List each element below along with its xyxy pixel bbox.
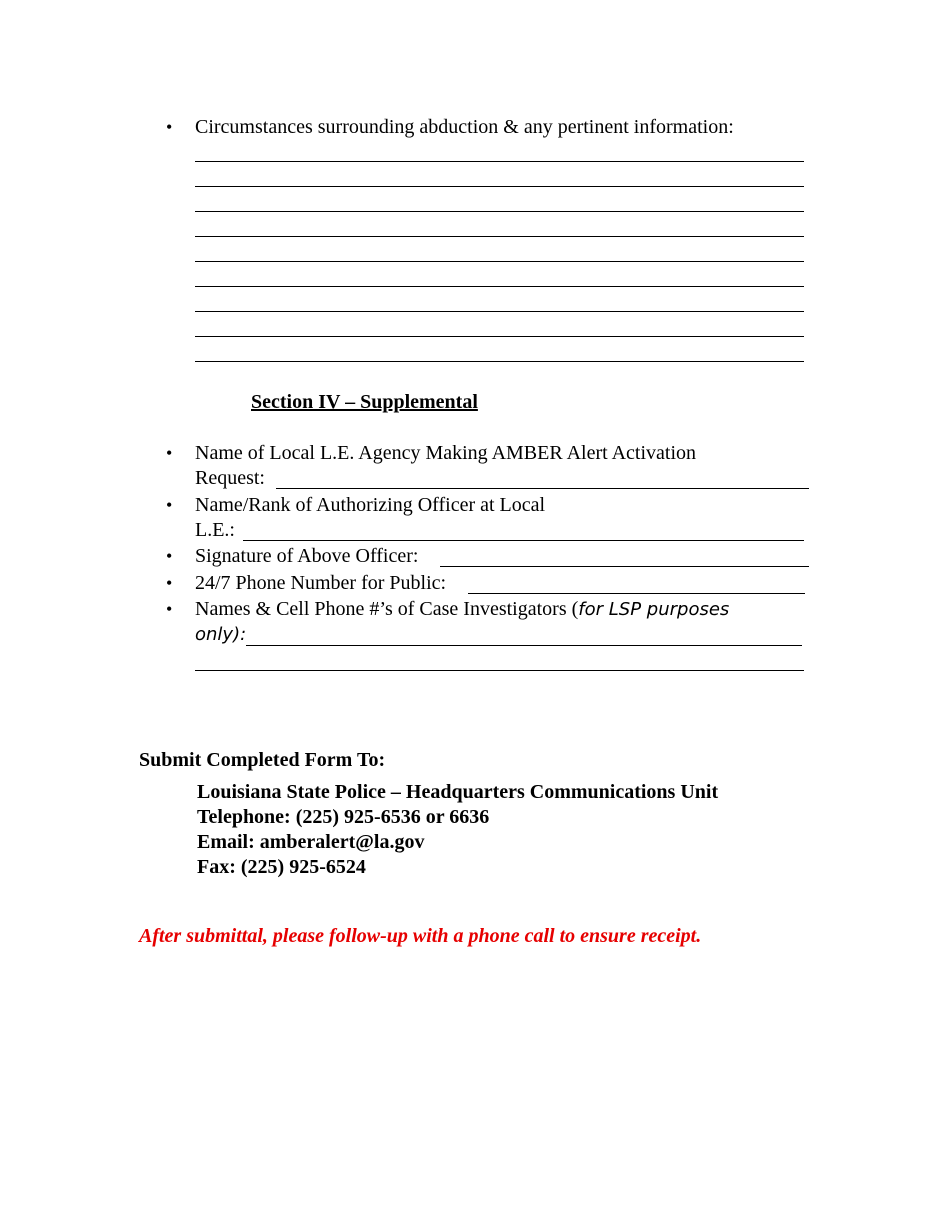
signature-label: Signature of Above Officer:	[195, 545, 419, 567]
phone-label: 24/7 Phone Number for Public:	[195, 572, 447, 594]
agency-field[interactable]	[276, 488, 809, 489]
submit-email: Email: amberalert@la.gov	[197, 831, 425, 853]
investigators-field[interactable]	[246, 645, 802, 646]
agency-label-cont: Request:	[195, 467, 265, 489]
follow-up-note: After submittal, please follow-up with a phone call to ensure receipt.	[139, 925, 702, 947]
answer-line[interactable]	[195, 286, 804, 287]
section-iv-heading: Section IV – Supplemental	[251, 391, 478, 413]
signature-field[interactable]	[440, 566, 809, 567]
submit-heading: Submit Completed Form To:	[139, 749, 386, 771]
agency-label: Name of Local L.E. Agency Making AMBER Alert Activation	[195, 442, 697, 464]
investigators-field-2[interactable]	[195, 670, 804, 671]
investigators-italic-cont: only):	[195, 624, 247, 645]
investigators-label	[195, 596, 729, 623]
bullet-agency: •	[166, 443, 173, 463]
bullet-investigators: •	[166, 599, 173, 619]
submit-telephone: Telephone: (225) 925-6536 or 6636	[197, 806, 490, 828]
investigators-label-text: Names & Cell Phone #’s of Case Investigators (	[195, 598, 579, 620]
phone-field[interactable]	[468, 593, 805, 594]
answer-line[interactable]	[195, 361, 804, 362]
answer-line[interactable]	[195, 236, 804, 237]
circumstances-label: Circumstances surrounding abduction & any pertinent information:	[195, 116, 734, 138]
officer-label-cont: L.E.:	[195, 519, 235, 541]
officer-label: Name/Rank of Authorizing Officer at Local	[195, 494, 546, 516]
bullet-signature: •	[166, 546, 173, 566]
bullet-officer: •	[166, 495, 173, 515]
answer-line[interactable]	[195, 336, 804, 337]
answer-line[interactable]	[195, 311, 804, 312]
bullet-circumstances: •	[166, 117, 173, 137]
submit-org: Louisiana State Police – Headquarters Communications Unit	[197, 781, 719, 803]
submit-fax: Fax: (225) 925-6524	[197, 856, 366, 878]
officer-field[interactable]	[243, 540, 804, 541]
answer-line[interactable]	[195, 211, 804, 212]
answer-line[interactable]	[195, 186, 804, 187]
bullet-phone: •	[166, 573, 173, 593]
investigators-italic: for LSP purposes	[578, 599, 730, 620]
answer-line[interactable]	[195, 261, 804, 262]
answer-line[interactable]	[195, 161, 804, 162]
